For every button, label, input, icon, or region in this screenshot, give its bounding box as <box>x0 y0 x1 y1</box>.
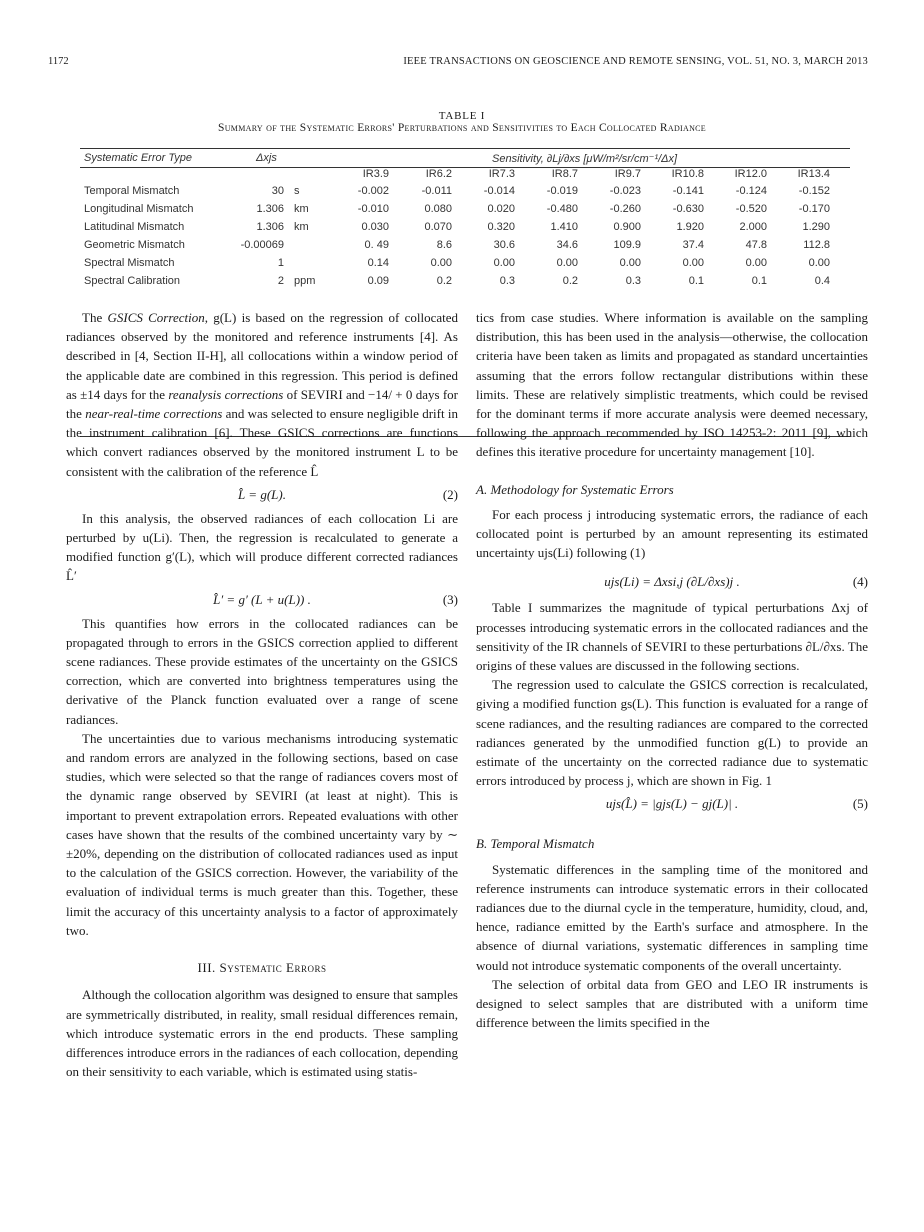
table-cell: 0.00 <box>493 257 515 269</box>
row-dx-value: 1.306 <box>256 221 284 233</box>
table-cell: 0.3 <box>499 275 515 287</box>
table-cell: 1.920 <box>676 221 704 233</box>
row-dx-value: 2 <box>277 275 284 287</box>
table-cell: 112.8 <box>803 239 830 251</box>
equation-5 <box>476 794 868 816</box>
table-cell: 0.00 <box>430 257 452 269</box>
row-label: Temporal Mismatch <box>84 185 180 197</box>
table-cell: -0.023 <box>609 185 641 197</box>
table-cell: 0.09 <box>367 275 389 287</box>
column-header-channel: IR10.8 <box>671 168 704 180</box>
header-dx: Δxjs <box>256 152 277 164</box>
text-run: , g(L) is based on the regression of collocated radiances observed by the monitored and reference instruments [4]. As described in [4, Section II-H], all collocations within a window period of the applicable date are combined in this regression. This period is defined as ±14 days for the <box>66 310 458 402</box>
table-cell: 0. 49 <box>364 239 389 251</box>
table-cell: 0.320 <box>487 221 515 233</box>
column-header-channel: IR3.9 <box>362 168 389 180</box>
table-cell: 0.00 <box>619 257 641 269</box>
row-label: Longitudinal Mismatch <box>84 203 194 215</box>
column-header-channel: IR8.7 <box>551 168 578 180</box>
row-dx-value: -0.00069 <box>240 239 284 251</box>
table-cell: -0.152 <box>798 185 830 197</box>
term-reanalysis-corrections: reanalysis corrections <box>168 386 284 402</box>
table-cell: -0.019 <box>546 185 578 197</box>
term-near-real-time-corrections: near-real-time corrections <box>85 406 223 422</box>
table-cell: 34.6 <box>556 239 578 251</box>
column-header-channel: IR9.7 <box>614 168 641 180</box>
table-cell: -0.141 <box>672 185 704 197</box>
text-run: of SEVIRI and −14/ + 0 days for the <box>66 386 459 422</box>
table-cell: 1.290 <box>802 221 830 233</box>
row-unit: ppm <box>294 275 316 287</box>
table-cell: 0.080 <box>424 203 452 215</box>
equation-4-number: (4) <box>852 574 868 590</box>
row-dx-value: 1 <box>277 257 284 269</box>
table-cell: 0.2 <box>562 275 578 287</box>
table-cell: -0.011 <box>421 185 452 197</box>
table-cell: -0.170 <box>798 203 830 215</box>
paragraph-regression: The regression used to calculate the GSICS correction is recalculated, giving a modified function gs(L). This function is evaluated for a range of scene radiances, and the resulting radiances are compared to the corrected radiances generated by the unmodified function g(L) to provide an estimate of the uncertainty on the corrected radiance due to systematic errors introduced by process j, which are shown in Fig. 1 <box>476 677 868 789</box>
table-cell: 0.2 <box>436 275 452 287</box>
table-cell: 0.00 <box>745 257 767 269</box>
table-cell: -0.630 <box>672 203 704 215</box>
table-cell: 0.1 <box>751 275 767 287</box>
row-unit: km <box>294 203 309 215</box>
row-label: Spectral Calibration <box>84 275 180 287</box>
paragraph-quantifies: This quantifies how errors in the collocated radiances can be propagated through to errors in the GSICS correction applied to different scene radiances. These provide estimates of the uncertainty on the GSICS correction, which are converted into brightness temperatures using the derivative of the Planck function evaluated over a range of scene radiances. <box>66 615 458 727</box>
paragraph-case-studies: tics from case studies. Where information is available on the sampling distribution, this has been used in the analysis—otherwise, the collocation criteria have been taken as limits and propagated as standard uncertainties assuming that the errors follow rectangular distributions within these limits. These are relatively simplistic treatments, which could be revised for the dominant terms if more accurate analysis were deemed necessary, following the approach recommended by ISO 14253-2: 2011 [9], which defines this iterative procedure for uncertainty management [10]. <box>476 310 868 460</box>
row-label: Spectral Mismatch <box>84 257 175 269</box>
table-cell: 0.1 <box>688 275 704 287</box>
page-number: 1172 <box>48 56 69 67</box>
paragraph-systematic-differences: Systematic differences in the sampling time of the monitored and reference instruments can introduce systematic errors in their collocated radiances due to the diurnal cycle in the temperature, humidity, cloud, and, hence, radiance emitted by the Earth's surface and atmosphere. In the absence of diurnal variations, systematic differences in sampling time would not introduce systematic components of the overall uncertainty. <box>476 861 868 973</box>
column-header-channel: IR13.4 <box>797 168 830 180</box>
equation-3 <box>66 590 458 612</box>
row-unit: km <box>294 221 309 233</box>
table-cell: -0.014 <box>483 185 515 197</box>
table-cell: 0.4 <box>814 275 830 287</box>
table-cell: 0.00 <box>556 257 578 269</box>
running-header <box>48 56 868 72</box>
table-cell: 0.030 <box>361 221 389 233</box>
paragraph-orbital-selection: The selection of orbital data from GEO and LEO IR instruments is designed to select samples that are distributed with a uniform time difference between the limits specified in the <box>476 976 868 1031</box>
equation-3-formula: L̂′ = g′ (L + u(L)) . <box>213 591 311 607</box>
equation-2-number: (2) <box>442 486 458 502</box>
paragraph-perturbation: In this analysis, the observed radiances of each collocation Li are perturbed by u(Li). Then, the regression is recalculated to generate a modified function g′(L), which will produce different corrected radiances L̂′ <box>66 510 458 584</box>
equation-5-formula: ujs(L̂) = |gjs(L) − gj(L)| . <box>605 796 739 812</box>
row-dx-value: 1.306 <box>256 203 284 215</box>
table-top-rule <box>80 148 850 149</box>
paragraph-collocation-algorithm: Although the collocation algorithm was designed to ensure that samples are symmetrically distributed, in reality, small residual differences remain, which introduce systematic errors in the end products. These sampling differences introduce errors in the radiances of each collocation, depending on their sensitivity to each variable, which is estimated using statis- <box>66 987 458 1080</box>
equation-2 <box>66 485 458 507</box>
table-cell: 0.14 <box>367 257 389 269</box>
table-cell: -0.002 <box>357 185 389 197</box>
section-heading-systematic-errors: III. Systematic Errors <box>197 960 327 976</box>
table-cell: 0.00 <box>808 257 830 269</box>
journal-title: IEEE TRANSACTIONS ON GEOSCIENCE AND REMOTE SENSING, VOL. 51, NO. 3, MARCH 2013 <box>403 56 868 67</box>
table-caption: Summary of the Systematic Errors' Perturbations and Sensitivities to Each Collocated Radiance <box>218 122 706 134</box>
table-cell: 0.900 <box>613 221 641 233</box>
table-cell: 8.6 <box>436 239 452 251</box>
table-cell: 47.8 <box>745 239 767 251</box>
table-cell: 0.020 <box>487 203 515 215</box>
equation-4-formula: ujs(Li) = Δxsi,j (∂L/∂xs)j . <box>604 574 740 590</box>
column-header-channel: IR7.3 <box>488 168 515 180</box>
table-cell: 0.070 <box>424 221 452 233</box>
table-cell: -0.480 <box>546 203 578 215</box>
paragraph-gsics-correction <box>66 308 458 481</box>
column-header-channel: IR6.2 <box>425 168 452 180</box>
paragraph-table-summary: Table I summarizes the magnitude of typical perturbations Δxj of processes introducing systematic errors in the collocated radiances and the sensitivity of the IR channels of SEVIRI to these perturbations ∂L/∂xs. The origins of these values are discussed in the following sections. <box>476 600 868 674</box>
table-cell: 30.6 <box>493 239 515 251</box>
paragraph-uncertainties: The uncertainties due to various mechanisms introducing systematic and random errors are analyzed in the following sections, based on case studies, which were selected so that the range of radiances covers most of the dynamic range observed by SEVIRI (at least at night). This is important to prevent extrapolation errors. Repeated evaluations with other cases have shown that the results of the combined uncertainty vary by ∼ ±20%, depending on the distribution of collocated radiances used as input to the calculation of the GSICS correction. However, the variability of the evaluation of individual terms is much greater than this. Together, these limit the accuracy of this uncertainty analysis to a factor of approximately two. <box>66 730 458 938</box>
text-run: The <box>82 310 108 325</box>
term-gsics-correction: GSICS Correction <box>107 310 205 325</box>
row-unit: s <box>294 185 300 197</box>
row-dx-value: 30 <box>271 185 284 197</box>
table-cell: 37.4 <box>682 239 704 251</box>
column-header-channel: IR12.0 <box>734 168 767 180</box>
equation-4 <box>476 566 868 596</box>
header-error-type: Systematic Error Type <box>84 152 192 164</box>
table-cell: -0.520 <box>735 203 767 215</box>
equation-5-number: (5) <box>852 796 868 812</box>
table-label: TABLE I <box>438 110 486 122</box>
table-cell: 1.410 <box>550 221 578 233</box>
left-column <box>60 306 464 1206</box>
subsection-heading-temporal-mismatch: B. Temporal Mismatch <box>476 836 595 852</box>
table-cell: 109.9 <box>613 239 641 251</box>
table-cell: -0.124 <box>735 185 767 197</box>
subsection-heading-methodology: A. Methodology for Systematic Errors <box>476 481 674 497</box>
equation-3-number: (3) <box>442 591 458 607</box>
text-run: and was selected to ensure negligible drift in the instrument calibration [6]. These GSICS corrections are functions which convert radiances observed by the monitored instrument L to be consistent with the calibration of the reference L̂ <box>66 406 459 479</box>
header-sensitivity: Sensitivity, ∂Lj/∂xs [μW/m²/sr/cm⁻¹/Δx] <box>492 153 678 165</box>
table-cell: 0.00 <box>682 257 704 269</box>
row-label: Latitudinal Mismatch <box>84 221 185 233</box>
equation-2-formula: L̂ = g(L). <box>238 486 286 502</box>
row-label: Geometric Mismatch <box>84 239 185 251</box>
table-cell: 0.3 <box>625 275 641 287</box>
right-column <box>470 306 874 1206</box>
table-cell: -0.010 <box>357 203 389 215</box>
table-cell: -0.260 <box>609 203 641 215</box>
table-cell: 2.000 <box>739 221 767 233</box>
paragraph-each-process: For each process j introducing systematic errors, the radiance of each collocated point is perturbed by an amount representing its estimated uncertainty ujs(Li) following (1) <box>476 506 868 561</box>
